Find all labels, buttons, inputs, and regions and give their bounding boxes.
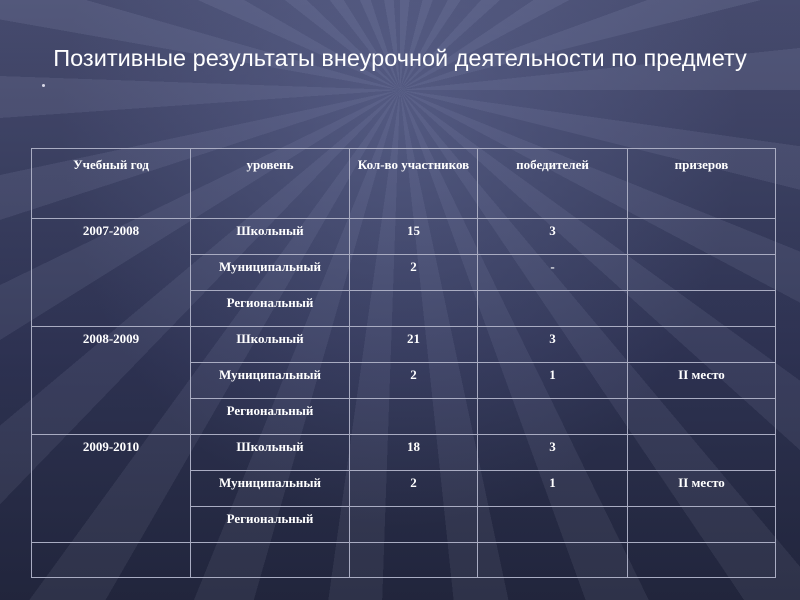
prizes-cell: [628, 291, 776, 327]
table-row-empty: [32, 543, 776, 578]
winners-cell: 3: [478, 219, 628, 255]
prizes-cell: [628, 327, 776, 363]
empty-cell: [191, 543, 350, 578]
level-cell: Школьный: [191, 219, 350, 255]
participants-cell: 2: [350, 363, 478, 399]
level-cell: Муниципальный: [191, 471, 350, 507]
participants-cell: 2: [350, 471, 478, 507]
participants-cell: 18: [350, 435, 478, 471]
level-cell: Муниципальный: [191, 255, 350, 291]
level-cell: Школьный: [191, 327, 350, 363]
empty-cell: [32, 543, 191, 578]
winners-cell: 3: [478, 327, 628, 363]
header-winners: победителей: [478, 149, 628, 219]
table-row: [32, 219, 776, 255]
level-cell: Муниципальный: [191, 363, 350, 399]
year-cell: 2007-2008: [32, 219, 191, 327]
prizes-cell: [628, 399, 776, 435]
prizes-cell: II место: [628, 363, 776, 399]
level-cell: Региональный: [191, 291, 350, 327]
participants-cell: 21: [350, 327, 478, 363]
empty-cell: [628, 543, 776, 578]
participants-cell: 2: [350, 255, 478, 291]
winners-cell: 3: [478, 435, 628, 471]
empty-cell: [350, 543, 478, 578]
participants-cell: [350, 399, 478, 435]
level-cell: Региональный: [191, 507, 350, 543]
participants-cell: 15: [350, 219, 478, 255]
table-row: [32, 435, 776, 471]
header-participants: Кол-во участников: [350, 149, 478, 219]
year-cell: 2009-2010: [32, 435, 191, 543]
level-cell: Региональный: [191, 399, 350, 435]
winners-cell: [478, 507, 628, 543]
bullet-dot: [42, 84, 45, 87]
prizes-cell: [628, 219, 776, 255]
slide-title: Позитивные результаты внеурочной деятельности по предмету: [53, 45, 747, 71]
empty-cell: [478, 543, 628, 578]
header-prizes: призеров: [628, 149, 776, 219]
prizes-cell: [628, 435, 776, 471]
winners-cell: -: [478, 255, 628, 291]
header-level: уровень: [191, 149, 350, 219]
participants-cell: [350, 291, 478, 327]
prizes-cell: II место: [628, 471, 776, 507]
table-row: [32, 327, 776, 363]
winners-cell: [478, 399, 628, 435]
winners-cell: [478, 291, 628, 327]
prizes-cell: [628, 507, 776, 543]
level-cell: Школьный: [191, 435, 350, 471]
year-cell: 2008-2009: [32, 327, 191, 435]
results-table: [31, 148, 776, 578]
header-year: Учебный год: [32, 149, 191, 219]
winners-cell: 1: [478, 471, 628, 507]
winners-cell: 1: [478, 363, 628, 399]
prizes-cell: [628, 255, 776, 291]
table-header-row: [32, 149, 776, 219]
participants-cell: [350, 507, 478, 543]
